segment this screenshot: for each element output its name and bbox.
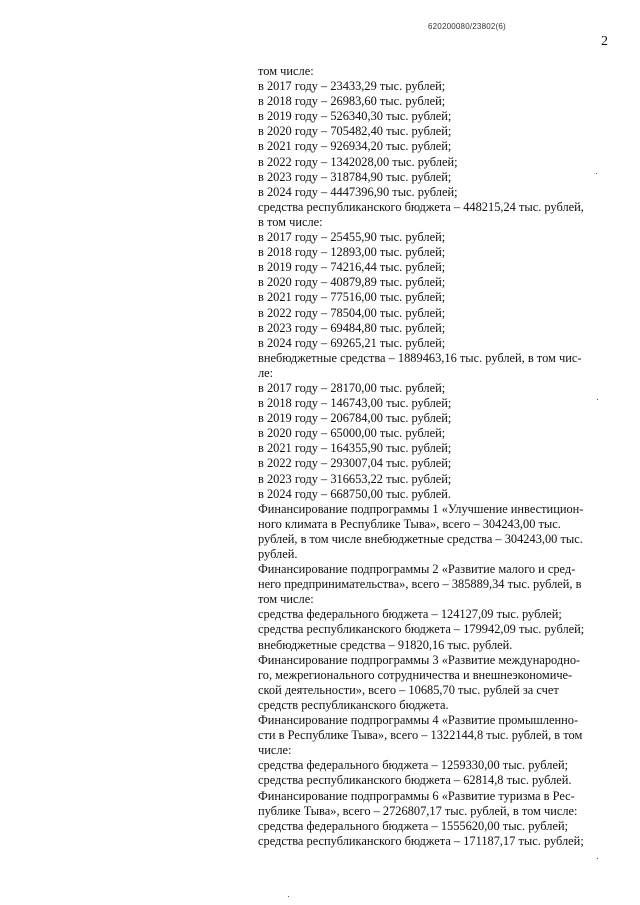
text-line: Финансирование подпрограммы 1 «Улучшение инвестицион- [258, 501, 584, 516]
scan-speck [288, 896, 289, 897]
text-line: в 2022 году – 293007,04 тыс. рублей; [258, 456, 452, 471]
text-line: в 2018 году – 146743,00 тыс. рублей; [258, 396, 452, 411]
text-line: ного климата в Республике Тыва», всего – 304243,00 тыс. [258, 516, 561, 531]
text-line: в 2017 году – 25455,90 тыс. рублей; [258, 230, 446, 245]
text-line: рублей. [258, 547, 298, 561]
text-line: ле: [258, 365, 274, 380]
text-line: том числе: [258, 592, 314, 607]
text-line: в 2018 году – 26983,60 тыс. рублей; [258, 94, 446, 109]
text-line: Финансирование подпрограммы 3 «Развитие международно- [258, 652, 581, 667]
text-line: Финансирование подпрограммы 4 «Развитие промышленно- [258, 713, 579, 728]
text-line: средства федерального бюджета – 124127,09 тыс. рублей; [258, 607, 562, 622]
text-line: в 2021 году – 926934,20 тыс. рублей; [258, 139, 452, 154]
text-line: в 2023 году – 69484,80 тыс. рублей; [258, 320, 446, 335]
text-line: него предпринимательства», всего – 385889,34 тыс. рублей, в [258, 577, 582, 592]
text-line: внебюджетные средства – 91820,16 тыс. рублей. [258, 637, 513, 652]
text-line: в 2019 году – 526340,30 тыс. рублей; [258, 109, 452, 124]
text-line: в 2021 году – 77516,00 тыс. рублей; [258, 290, 446, 305]
text-line: в 2019 году – 206784,00 тыс. рублей; [258, 411, 452, 426]
text-line: в 2020 году – 40879,89 тыс. рублей; [258, 275, 446, 290]
text-line: в 2017 году – 28170,00 тыс. рублей; [258, 380, 446, 395]
text-line: числе: [258, 743, 292, 758]
text-line: средства республиканского бюджета – 62814,8 тыс. рублей. [258, 773, 572, 788]
text-line: средства федерального бюджета – 1555620,00 тыс. рублей; [258, 818, 569, 833]
text-line: в 2020 году – 65000,00 тыс. рублей; [258, 426, 446, 441]
text-line: рублей, в том числе внебюджетные средства – 304243,00 тыс. [258, 531, 583, 546]
text-line: Финансирование подпрограммы 2 «Развитие малого и сред- [258, 562, 576, 577]
text-line: том числе: [258, 64, 314, 78]
text-line: в 2022 году – 1342028,00 тыс. рублей; [258, 154, 458, 169]
scan-speck [596, 173, 597, 174]
page-number: 2 [601, 34, 608, 49]
text-line: в 2022 году – 78504,00 тыс. рублей; [258, 305, 446, 320]
text-line: средства республиканского бюджета – 171187,17 тыс. рублей; [258, 833, 584, 848]
text-line: сти в Республике Тыва», всего – 1322144,8 тыс. рублей, в том [258, 728, 583, 743]
text-line: в 2023 году – 316653,22 тыс. рублей; [258, 471, 452, 486]
text-line: в 2017 году – 23433,29 тыс. рублей; [258, 79, 446, 94]
text-line: в том числе: [258, 214, 323, 229]
text-line: средства федерального бюджета – 1259330,00 тыс. рублей; [258, 758, 569, 773]
scan-speck [597, 858, 598, 859]
text-line: в 2024 году – 69265,21 тыс. рублей; [258, 335, 446, 350]
text-line: го, межрегионального сотрудничества и внешнеэкономиче- [258, 667, 573, 682]
text-line: публике Тыва», всего – 2726807,17 тыс. рублей, в том числе: [258, 803, 578, 818]
text-line: в 2018 году – 12893,00 тыс. рублей; [258, 245, 446, 260]
text-line: в 2023 году – 318784,90 тыс. рублей; [258, 169, 452, 184]
text-line: Финансирование подпрограммы 6 «Развитие туризма в Рес- [258, 788, 575, 803]
text-line: в 2024 году – 4447396,90 тыс. рублей; [258, 184, 458, 199]
text-line: средства республиканского бюджета – 179942,09 тыс. рублей; [258, 622, 585, 637]
text-line: в 2021 году – 164355,90 тыс. рублей; [258, 441, 452, 456]
text-line: в 2019 году – 74216,44 тыс. рублей; [258, 260, 446, 275]
document-body [258, 64, 614, 849]
scan-speck [597, 399, 598, 400]
text-line: внебюджетные средства – 1889463,16 тыс. рублей, в том чис- [258, 350, 582, 365]
text-line: средств республиканского бюджета. [258, 697, 449, 712]
document-code: 620200080/23802(6) [428, 22, 506, 31]
text-line: в 2024 году – 668750,00 тыс. рублей. [258, 486, 451, 501]
text-line: ской деятельности», всего – 10685,70 тыс. рублей за счет [258, 682, 559, 697]
text-line: средства республиканского бюджета – 448215,24 тыс. рублей, [258, 199, 584, 214]
text-line: в 2020 году – 705482,40 тыс. рублей; [258, 124, 452, 139]
